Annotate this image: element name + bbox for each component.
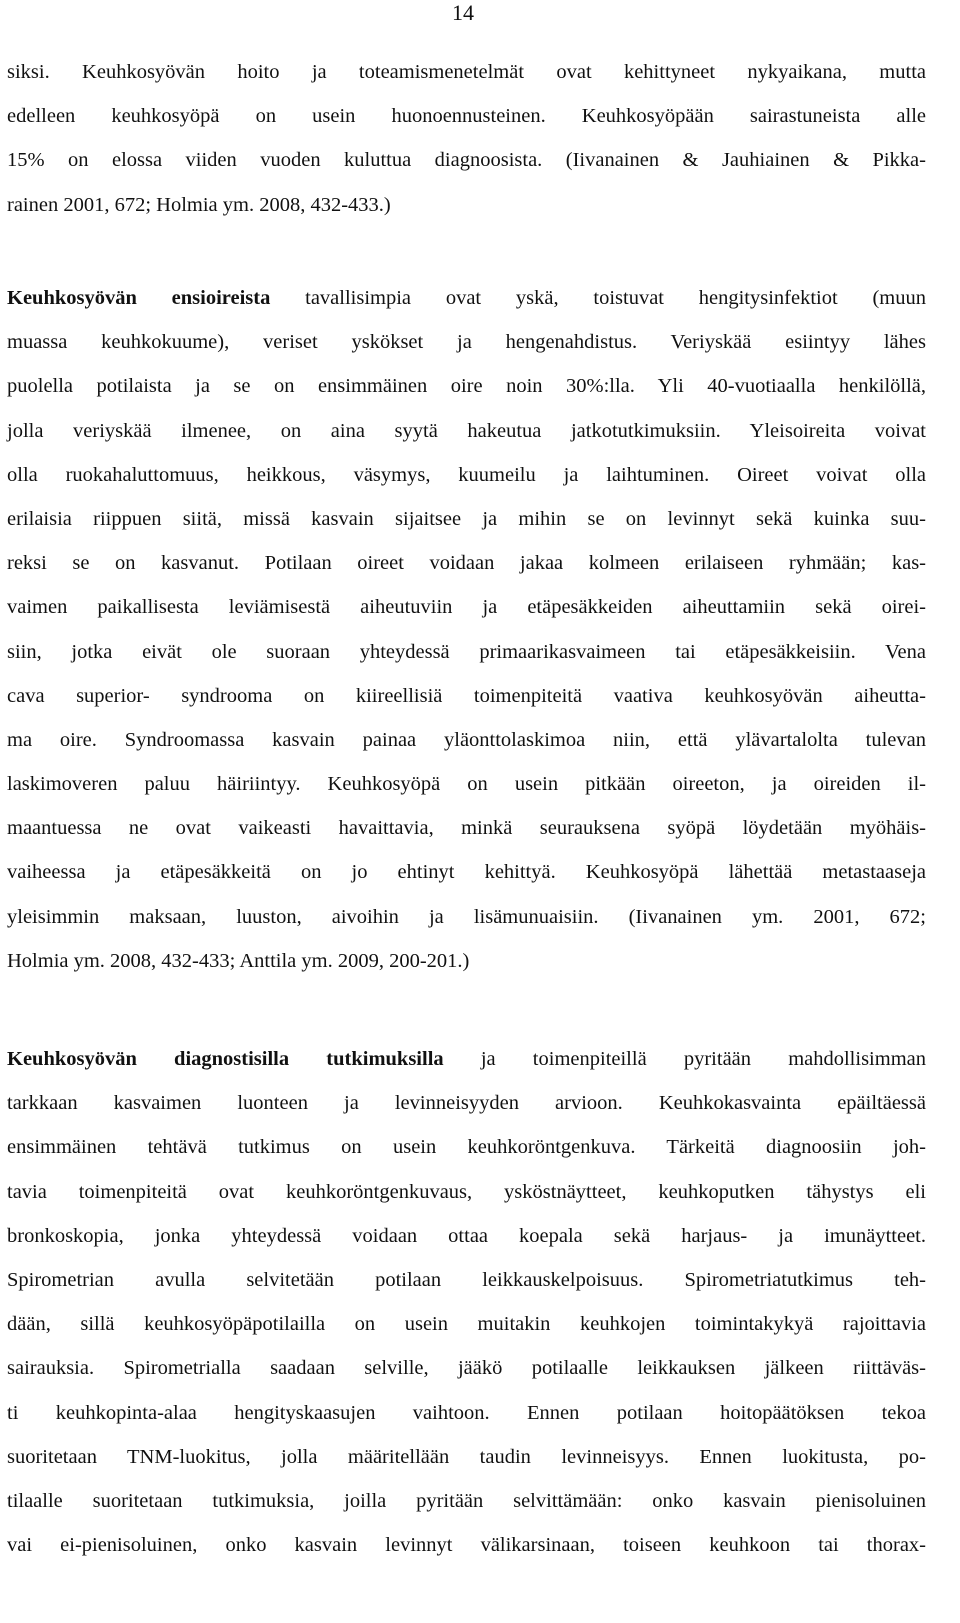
text-line: rainen 2001, 672; Holmia ym. 2008, 432-433.)	[7, 193, 391, 216]
text-line: ensimmäinen tehtävä tutkimus on usein keuhkoröntgenkuva. Tärkeitä diagnoosiin joh-	[7, 1136, 926, 1159]
text-line	[7, 1037, 926, 1081]
paragraph-lead-bold: Keuhkosyövän ensioireista	[7, 287, 271, 309]
text-line: dään, sillä keuhkosyöpäpotilailla on usein muitakin keuhkojen toimintakykyä rajoittavia	[7, 1313, 926, 1336]
text-line-rest: ja toimenpiteillä pyritään mahdollisimman	[443, 1048, 926, 1070]
text-line	[7, 276, 926, 320]
text-line: laskimoveren paluu häiriintyy. Keuhkosyöpä on usein pitkään oireeton, ja oireiden il-	[7, 773, 926, 796]
paragraph-symptoms	[7, 276, 926, 983]
text-line: vaimen paikallisesta leviämisestä aiheutuviin ja etäpesäkkeiden aiheuttamiin sekä oirei-	[7, 596, 926, 619]
text-line: cava superior- syndrooma on kiireellisiä toimenpiteitä vaativa keuhkosyövän aiheutta-	[7, 684, 926, 707]
text-line: vai ei-pienisoluinen, onko kasvain levinnyt välikarsinaan, toiseen keuhkoon tai thorax-	[7, 1534, 926, 1557]
text-line: ti keuhkopinta-alaa hengityskaasujen vaihtoon. Ennen potilaan hoitopäätöksen tekoa	[7, 1401, 926, 1424]
paragraph-diagnostics	[7, 1037, 926, 1567]
text-line: siin, jotka eivät ole suoraan yhteydessä primaarikasvaimeen tai etäpesäkkeisiin. Vena	[7, 640, 926, 663]
text-line: siksi. Keuhkosyövän hoito ja toteamismenetelmät ovat kehittyneet nykyaikana, mutta	[7, 61, 926, 83]
text-line: tavia toimenpiteitä ovat keuhkoröntgenkuvaus, ysköstnäytteet, keuhkoputken tähystys eli	[7, 1180, 926, 1203]
text-line: Holmia ym. 2008, 432-433; Anttila ym. 2009, 200-201.)	[7, 949, 470, 972]
text-line: tarkkaan kasvaimen luonteen ja levinneisyyden arvioon. Keuhkokasvainta epäiltäessä	[7, 1092, 926, 1115]
text-line: ma oire. Syndroomassa kasvain painaa yläonttolaskimoa niin, että ylävartalolta tulevan	[7, 728, 926, 751]
text-line: vaiheessa ja etäpesäkkeitä on jo ehtinyt kehittyä. Keuhkosyöpä lähettää metastaaseja	[7, 861, 926, 884]
text-line: maantuessa ne ovat vaikeasti havaittavia, minkä seurauksena syöpä löydetään myöhäis-	[7, 817, 926, 840]
text-line: reksi se on kasvanut. Potilaan oireet voidaan jakaa kolmeen erilaiseen ryhmään; kas-	[7, 552, 926, 575]
page-number: 14	[452, 0, 474, 25]
text-line: 15% on elossa viiden vuoden kuluttua diagnoosista. (Iivanainen & Jauhiainen & Pikka-	[7, 149, 926, 172]
text-line: edelleen keuhkosyöpä on usein huonoennusteinen. Keuhkosyöpään sairastuneista alle	[7, 105, 926, 128]
text-line-rest: tavallisimpia ovat yskä, toistuvat hengitysinfektiot (muun	[270, 287, 926, 309]
text-line: erilaisia riippuen siitä, missä kasvain sijaitsee ja mihin se on levinnyt sekä kuinka suu-	[7, 507, 926, 530]
text-line: bronkoskopia, jonka yhteydessä voidaan ottaa koepala sekä harjaus- ja imunäytteet.	[7, 1224, 926, 1247]
text-line: olla ruokahaluttomuus, heikkous, väsymys, kuumeilu ja laihtuminen. Oireet voivat olla	[7, 463, 926, 486]
paragraph-lead-bold: Keuhkosyövän diagnostisilla tutkimuksilla	[7, 1048, 444, 1070]
text-line: tilaalle suoritetaan tutkimuksia, joilla pyritään selvittämään: onko kasvain pienisoluinen	[7, 1489, 926, 1512]
text-line: jolla veriyskää ilmenee, on aina syytä hakeutua jatkotutkimuksiin. Yleisoireita voivat	[7, 419, 926, 442]
text-line: muassa keuhkokuume), veriset yskökset ja hengenahdistus. Veriyskää esiintyy lähes	[7, 331, 926, 354]
text-line: puolella potilaista ja se on ensimmäinen oire noin 30%:lla. Yli 40-vuotiaalla henkilöllä,	[7, 375, 926, 398]
text-line: yleisimmin maksaan, luuston, aivoihin ja lisämunuaisiin. (Iivanainen ym. 2001, 672;	[7, 905, 926, 928]
text-line: suoritetaan TNM-luokitus, jolla määritellään taudin levinneisyys. Ennen luokitusta, po-	[7, 1445, 926, 1468]
text-line: sairauksia. Spirometrialla saadaan selville, jääkö potilaalle leikkauksen jälkeen riittäväs-	[7, 1357, 926, 1380]
text-line: Spirometrian avulla selvitetään potilaan leikkauskelpoisuus. Spirometriatutkimus teh-	[7, 1268, 926, 1291]
paragraph-prognosis	[7, 50, 926, 227]
